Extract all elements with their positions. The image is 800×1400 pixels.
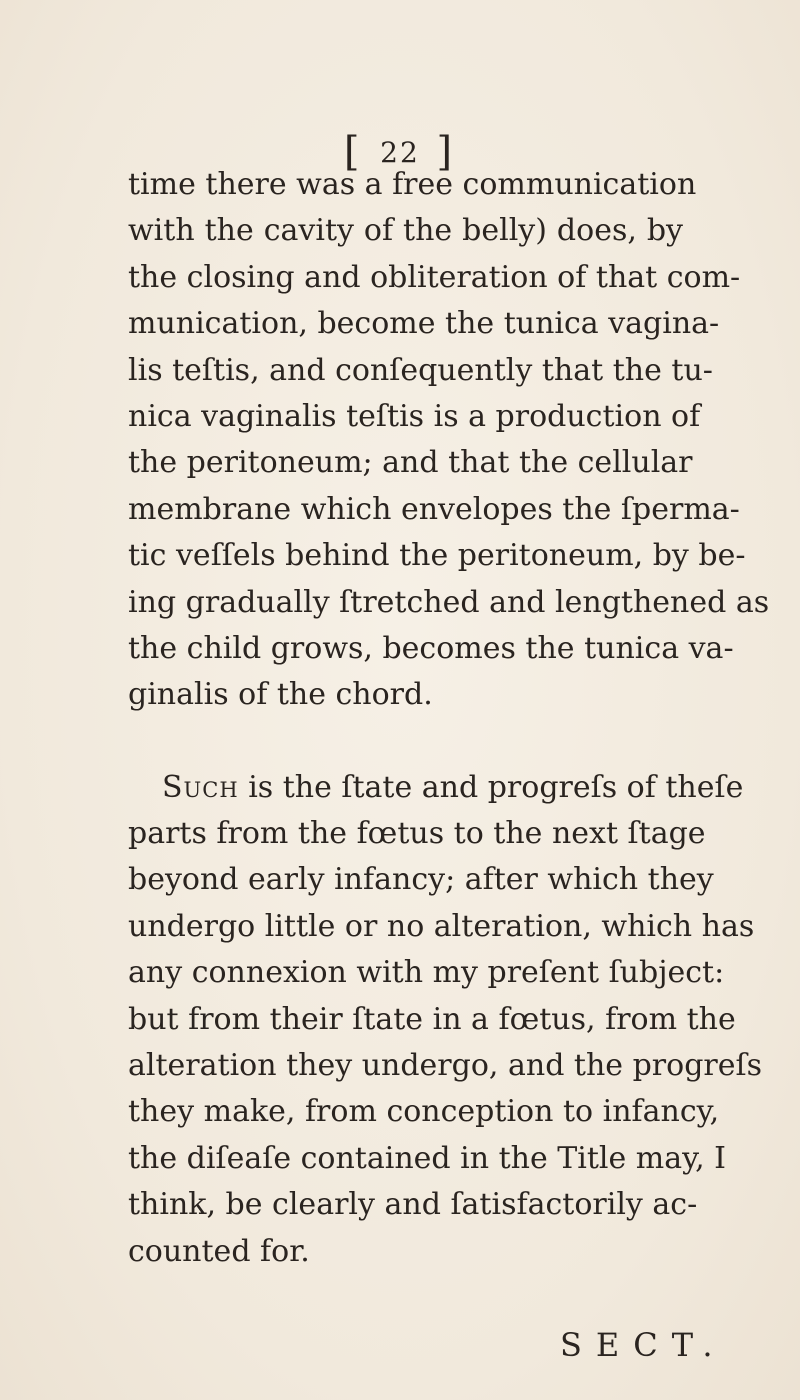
text-line: the peritoneum; and that the cellular	[128, 445, 693, 481]
text-line: beyond early infancy; after which they	[128, 862, 714, 898]
text-line: time there was a free communication	[128, 167, 697, 202]
text-line: munication, become the tunica vagina-	[128, 306, 720, 342]
text-line: parts from the fœtus to the next ſtage	[128, 816, 706, 852]
first-line-rest: is the ſtate and progreſs of theſe	[248, 769, 744, 805]
close-bracket: ]	[436, 129, 457, 175]
paragraph-2	[128, 765, 762, 1275]
text-line: ing gradually ſtretched and lengthened as	[128, 584, 770, 620]
text-line: nica vaginalis teſtis is a production of	[128, 398, 701, 434]
paragraph-gap	[128, 719, 683, 765]
text-line: alteration they undergo, and the progreſs	[128, 1048, 762, 1084]
text-line: counted for.	[128, 1233, 310, 1269]
text-line: lis teſtis, and conſequently that the tu-	[128, 352, 713, 388]
text-line: they make, from conception to infancy,	[128, 1094, 720, 1130]
paragraph-1	[128, 162, 770, 719]
text-line: ginalis of the chord.	[128, 677, 433, 713]
text-line: the diſeaſe contained in the Title may, I	[128, 1140, 727, 1176]
text-line: membrane which envelopes the ſperma-	[128, 491, 740, 527]
page-number: 22	[380, 136, 420, 169]
text-line: any connexion with my preſent ſubject:	[128, 955, 725, 991]
text-line: with the cavity of the belly) does, by	[128, 213, 683, 249]
text-line	[128, 765, 744, 811]
catchword: SECT.	[560, 1326, 727, 1364]
text-line: undergo little or no alteration, which has	[128, 908, 755, 944]
text-line: think, be clearly and ſatisfactorily ac-	[128, 1187, 698, 1223]
text-line: the closing and obliteration of that com-	[128, 259, 741, 295]
text-line: the child grows, becomes the tunica va-	[128, 630, 734, 666]
body-text	[128, 162, 770, 1275]
small-caps-opening-word: Such	[162, 769, 239, 805]
open-bracket: [	[343, 129, 364, 175]
text-line: but from their ſtate in a fœtus, from the	[128, 1001, 736, 1037]
text-line: tic veſſels behind the peritoneum, by be-	[128, 538, 746, 574]
